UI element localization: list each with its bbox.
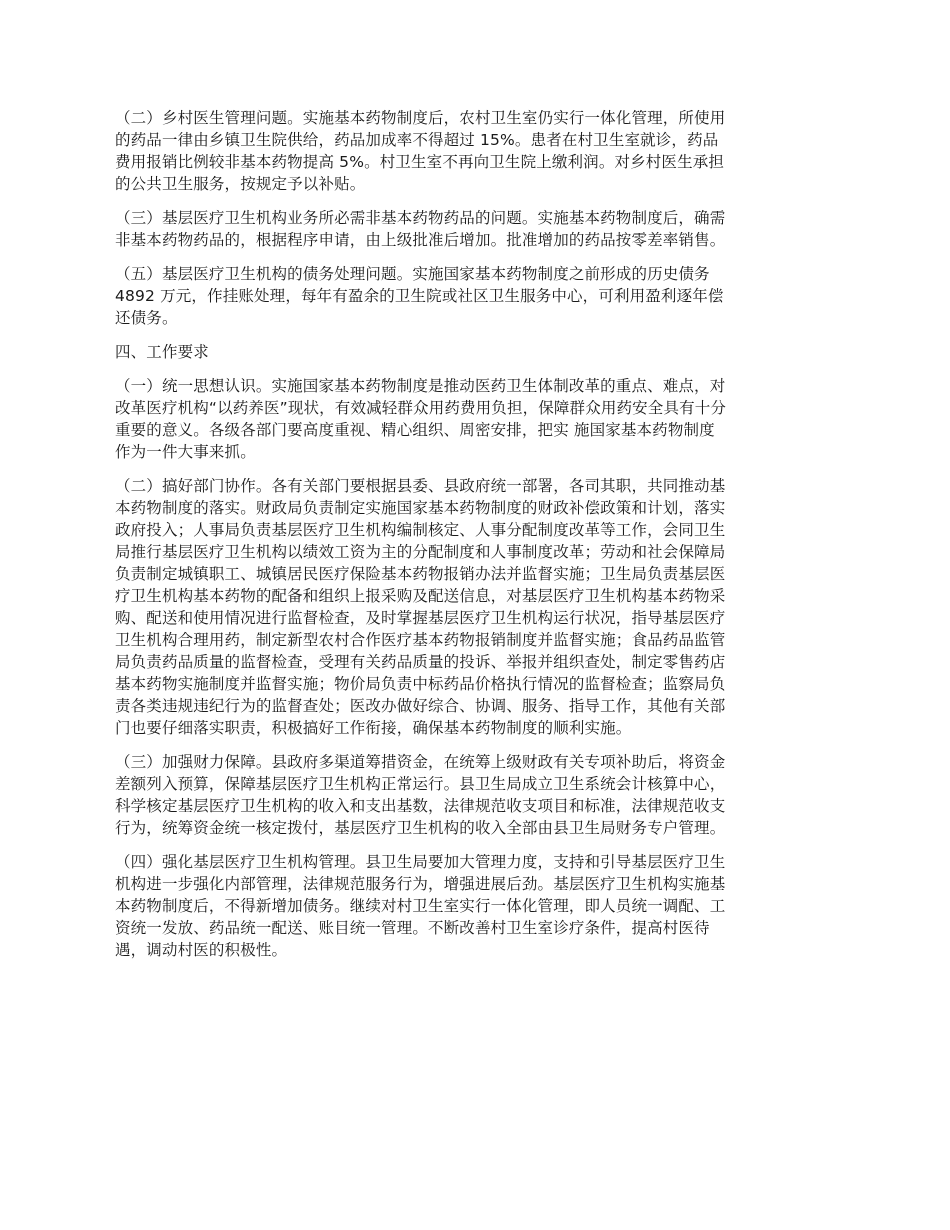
- text-line: 4892 万元，作挂账处理，每年有盈余的卫生院或社区卫生服务中心，可利用盈利逐年偿: [115, 287, 724, 305]
- text-line: （三）基层医疗卫生机构业务所必需非基本药物药品的问题。实施基本药物制度后，确需: [115, 209, 726, 227]
- text-line: 非基本药物药品的，根据程序申请，由上级批准后增加。批准增加的药品按零差率销售。: [115, 231, 726, 249]
- text-line: 的公共卫生服务，按规定予以补贴。: [115, 175, 366, 193]
- text-line: 还债务。: [115, 309, 178, 327]
- text-line: （四）强化基层医疗卫生机构管理。县卫生局要加大管理力度，支持和引导基层医疗卫生: [115, 853, 726, 871]
- section-heading: 四、工作要求: [115, 343, 209, 361]
- text-line: 购、配送和使用情况进行监督检查，及时掌握基层医疗卫生机构运行状况，指导基层医疗: [115, 609, 726, 627]
- text-line: 局推行基层医疗卫生机构以绩效工资为主的分配制度和人事制度改革；劳动和社会保障局: [115, 543, 726, 561]
- text-line: 差额列入预算，保障基层医疗卫生机构正常运行。县卫生局成立卫生系统会计核算中心，: [115, 775, 726, 793]
- text-line: 政府投入；人事局负责基层医疗卫生机构编制核定、人事分配制度改革等工作，会同卫生: [115, 521, 726, 539]
- text-line: 卫生机构合理用药，制定新型农村合作医疗基本药物报销制度并监督实施；食品药品监管: [115, 631, 726, 649]
- text-line: 局负责药品质量的监督检查，受理有关药品质量的投诉、举报并组织查处，制定零售药店: [115, 653, 726, 671]
- paragraph-rural-doctor-management: [115, 107, 840, 195]
- text-line: 本药物制度的落实。财政局负责制定实施国家基本药物制度的财政补偿政策和计划，落实: [115, 499, 726, 517]
- text-line: 重要的意义。各级各部门要高度重视、精心组织、周密安排，把实 施国家基本药物制度: [115, 421, 715, 439]
- text-line: 疗卫生机构基本药物的配备和组织上报采购及配送信息，对基层医疗卫生机构基本药物采: [115, 587, 726, 605]
- paragraph-department-cooperation: [115, 475, 840, 739]
- text-line: 的药品一律由乡镇卫生院供给，药品加成率不得超过 15%。患者在村卫生室就诊，药品: [115, 131, 719, 149]
- text-line: 遇，调动村医的积极性。: [115, 941, 288, 959]
- text-line: 基本药物实施制度并监督实施；物价局负责中标药品价格执行情况的监督检查；监察局负: [115, 675, 726, 693]
- text-line: 作为一件大事来抓。: [115, 443, 256, 461]
- text-line: （三）加强财力保障。县政府多渠道筹措资金，在统筹上级财政有关专项补助后，将资金: [115, 753, 726, 771]
- text-line: 机构进一步强化内部管理，法律规范服务行为，增强进展后劲。基层医疗卫生机构实施基: [115, 875, 726, 893]
- text-line: 改革医疗机构“以药养医”现状，有效减轻群众用药费用负担，保障群众用药安全具有十分: [115, 399, 727, 417]
- text-line: 负责制定城镇职工、城镇居民医疗保险基本药物报销办法并监督实施；卫生局负责基层医: [115, 565, 726, 583]
- text-line: 行为，统筹资金统一核定拨付，基层医疗卫生机构的收入全部由县卫生局财务专户管理。: [115, 819, 726, 837]
- paragraph-institution-management: [115, 851, 840, 961]
- text-line: （二）乡村医生管理问题。实施基本药物制度后，农村卫生室仍实行一体化管理，所使用: [115, 109, 726, 127]
- text-line: 本药物制度后，不得新增加债务。继续对村卫生室实行一体化管理，即人员统一调配、工: [115, 897, 726, 915]
- paragraph-debt-handling: [115, 263, 840, 329]
- text-line: 资统一发放、药品统一配送、账目统一管理。不断改善村卫生室诊疗条件，提高村医待: [115, 919, 710, 937]
- paragraph-financial-support: [115, 751, 840, 839]
- text-line: （五）基层医疗卫生机构的债务处理问题。实施国家基本药物制度之前形成的历史债务: [115, 265, 710, 283]
- text-line: 责各类违规违纪行为的监督查处；医改办做好综合、协调、服务、指导工作，其他有关部: [115, 697, 726, 715]
- text-line: （二）搞好部门协作。各有关部门要根据县委、县政府统一部署，各司其职，共同推动基: [115, 477, 726, 495]
- text-line: 门也要仔细落实职责，积极搞好工作衔接，确保基本药物制度的顺利实施。: [115, 719, 632, 737]
- paragraph-non-essential-drugs: [115, 207, 840, 251]
- document-body: [115, 107, 840, 973]
- paragraph-unify-thinking: [115, 375, 840, 463]
- text-line: 科学核定基层医疗卫生机构的收入和支出基数，法律规范收支项目和标准，法律规范收支: [115, 797, 726, 815]
- text-line: 费用报销比例较非基本药物提高 5%。村卫生室不再向卫生院上缴利润。对乡村医生承担: [115, 153, 725, 171]
- text-line: （一）统一思想认识。实施国家基本药物制度是推动医药卫生体制改革的重点、难点，对: [115, 377, 726, 395]
